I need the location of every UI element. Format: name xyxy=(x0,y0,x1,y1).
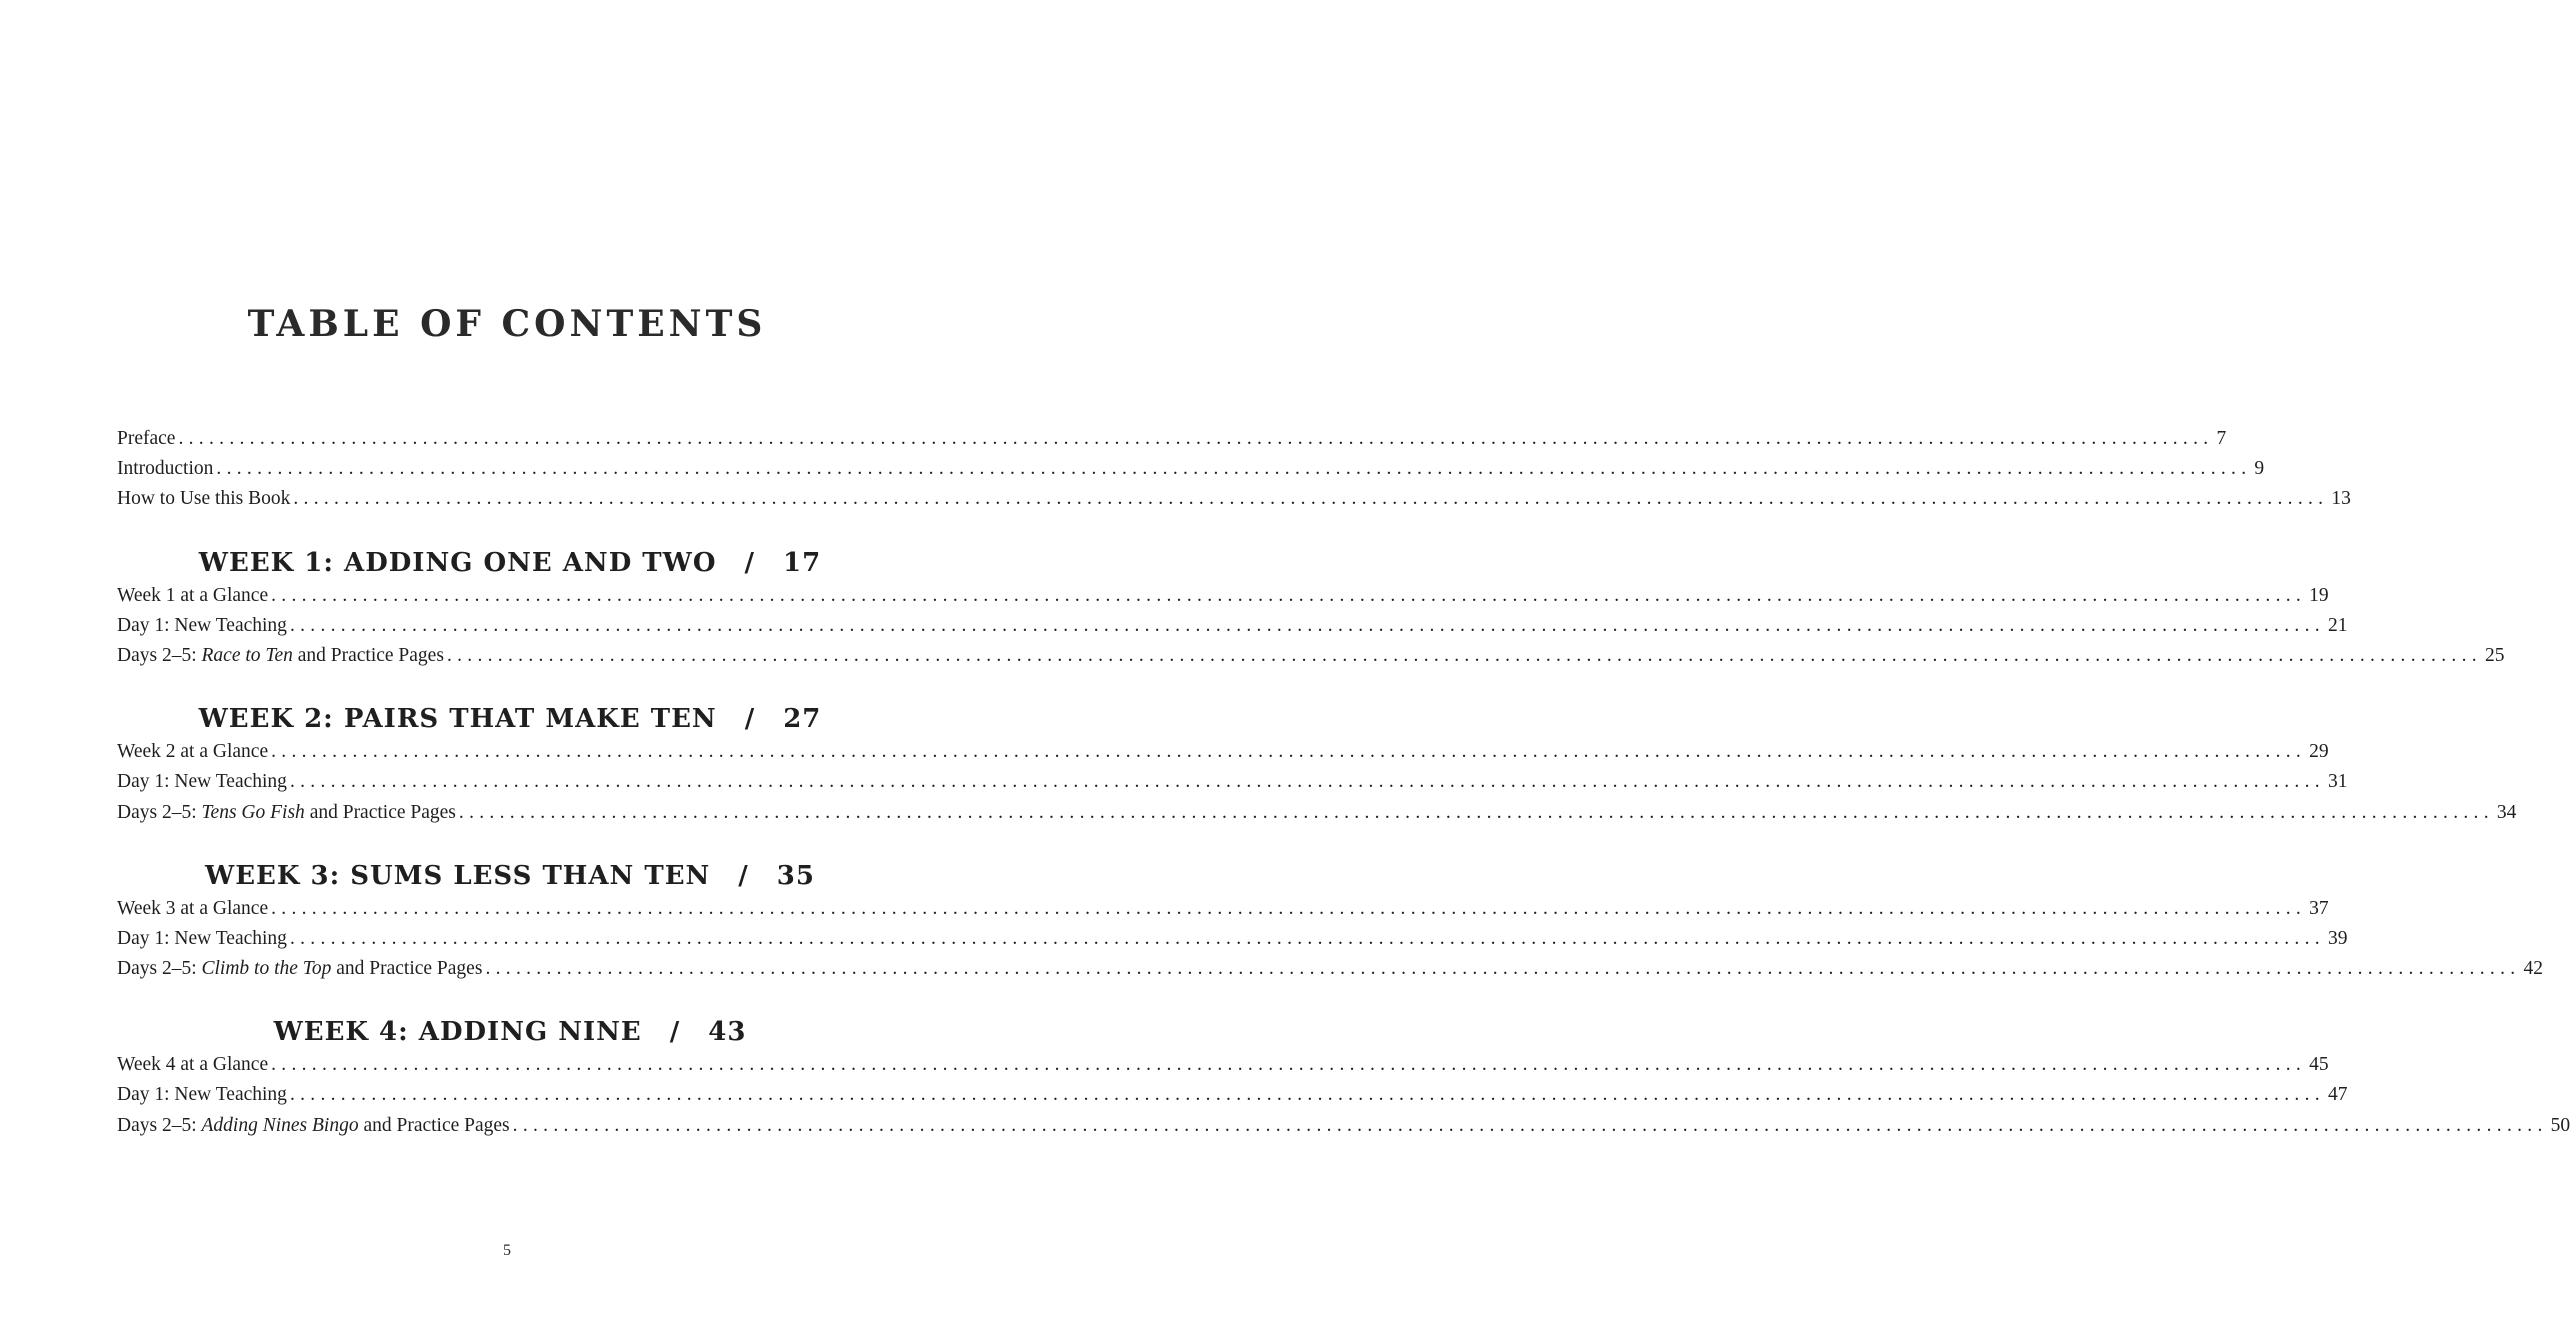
dot-leader: ........................................................................................................................................................................................................ xyxy=(289,927,2325,949)
toc-entry[interactable] xyxy=(117,584,2329,615)
entry-title: Week 4 at a Glance xyxy=(117,1054,269,1076)
dot-leader: ........................................................................................................................................................................................................ xyxy=(458,801,2494,823)
entry-title: Day 1: New Teaching xyxy=(117,614,287,636)
table-of-contents xyxy=(117,428,2570,1145)
entry-title: Day 1: New Teaching xyxy=(117,771,287,793)
section-separator: / xyxy=(669,1017,681,1048)
section-heading-week-2[interactable] xyxy=(117,701,903,737)
entry-page-number: 45 xyxy=(2309,1054,2329,1076)
dot-leader: ........................................................................................................................................................................................................ xyxy=(271,897,2307,919)
section-title: WEEK 1: ADDING ONE AND TWO xyxy=(198,547,717,578)
dot-leader: ........................................................................................................................................................................................................ xyxy=(271,1054,2307,1076)
entry-title: Days 2–5: Adding Nines Bingo and Practice Pages xyxy=(117,1114,510,1136)
toc-entry[interactable] xyxy=(117,801,2517,832)
entry-page-number: 19 xyxy=(2309,584,2329,606)
toc-entry[interactable] xyxy=(117,927,2348,958)
entry-page-number: 13 xyxy=(2331,488,2351,510)
section-page-number: 35 xyxy=(776,860,815,891)
dot-leader: ........................................................................................................................................................................................................ xyxy=(289,771,2325,793)
section-separator: / xyxy=(744,704,756,735)
entry-page-number: 29 xyxy=(2309,741,2329,763)
toc-entry-introduction[interactable] xyxy=(117,458,2265,488)
section-title: WEEK 4: ADDING NINE xyxy=(273,1017,642,1048)
entry-title: How to Use this Book xyxy=(117,488,291,510)
dot-leader: ........................................................................................................................................................................................................ xyxy=(271,584,2307,606)
entry-page-number: 50 xyxy=(2550,1114,2570,1136)
dot-leader: ........................................................................................................................................................................................................ xyxy=(271,741,2307,763)
section-page-number: 43 xyxy=(708,1017,747,1048)
toc-entry[interactable] xyxy=(117,614,2348,645)
entry-title: Week 2 at a Glance xyxy=(117,741,269,763)
entry-page-number: 7 xyxy=(2216,428,2227,449)
toc-entry[interactable] xyxy=(117,771,2348,801)
entry-page-number: 21 xyxy=(2327,614,2348,636)
entry-page-number: 37 xyxy=(2309,897,2329,919)
entry-title: Day 1: New Teaching xyxy=(117,1084,287,1106)
dot-leader: ........................................................................................................................................................................................................ xyxy=(293,488,2329,510)
entry-page-number: 34 xyxy=(2496,801,2517,823)
toc-entry[interactable] xyxy=(117,958,2543,988)
dot-leader: ........................................................................................................................................................................................................ xyxy=(512,1114,2548,1136)
entry-title: Week 3 at a Glance xyxy=(117,897,269,919)
entry-page-number: 9 xyxy=(2254,458,2265,480)
section-separator: / xyxy=(738,860,749,891)
dot-leader: ........................................................................................................................................................................................................ xyxy=(485,958,2521,980)
toc-entry-preface[interactable] xyxy=(117,428,2227,458)
dot-leader: ........................................................................................................................................................................................................ xyxy=(289,1084,2325,1106)
section-page-number: 17 xyxy=(783,547,822,578)
entry-title: Days 2–5: Tens Go Fish and Practice Pages xyxy=(117,801,456,823)
entry-title: Days 2–5: Race to Ten and Practice Pages xyxy=(117,644,444,666)
toc-entry[interactable] xyxy=(117,741,2329,771)
toc-entry[interactable] xyxy=(117,897,2329,928)
toc-entry[interactable] xyxy=(117,644,2505,675)
section-heading-week-3[interactable] xyxy=(117,858,903,894)
section-separator: / xyxy=(744,547,755,578)
page-folio: 5 xyxy=(503,1242,511,1259)
dot-leader: ........................................................................................................................................................................................................ xyxy=(178,428,2214,449)
toc-entry-how-to-use[interactable] xyxy=(117,488,2351,518)
entry-title: Day 1: New Teaching xyxy=(117,927,287,949)
entry-page-number: 31 xyxy=(2327,771,2348,793)
entry-page-number: 47 xyxy=(2327,1084,2348,1106)
section-page-number: 27 xyxy=(783,704,822,735)
toc-entry[interactable] xyxy=(117,1084,2348,1114)
dot-leader: ........................................................................................................................................................................................................ xyxy=(289,614,2325,636)
entry-title: Preface xyxy=(117,428,176,449)
toc-entry[interactable] xyxy=(117,1114,2570,1145)
dot-leader: ........................................................................................................................................................................................................ xyxy=(216,458,2252,480)
entry-page-number: 39 xyxy=(2327,927,2348,949)
page-title: TABLE OF CONTENTS xyxy=(247,303,767,345)
dot-leader: ........................................................................................................................................................................................................ xyxy=(446,644,2482,666)
section-title: WEEK 3: SUMS LESS THAN TEN xyxy=(205,860,711,891)
entry-page-number: 25 xyxy=(2484,644,2505,666)
entry-title: Days 2–5: Climb to the Top and Practice Pages xyxy=(117,958,483,980)
section-title: WEEK 2: PAIRS THAT MAKE TEN xyxy=(198,704,717,735)
entry-title: Introduction xyxy=(117,458,214,480)
toc-entry[interactable] xyxy=(117,1054,2329,1084)
entry-page-number: 42 xyxy=(2523,958,2543,980)
entry-title: Week 1 at a Glance xyxy=(117,584,269,606)
section-heading-week-4[interactable] xyxy=(117,1014,903,1050)
section-heading-week-1[interactable] xyxy=(117,545,903,581)
